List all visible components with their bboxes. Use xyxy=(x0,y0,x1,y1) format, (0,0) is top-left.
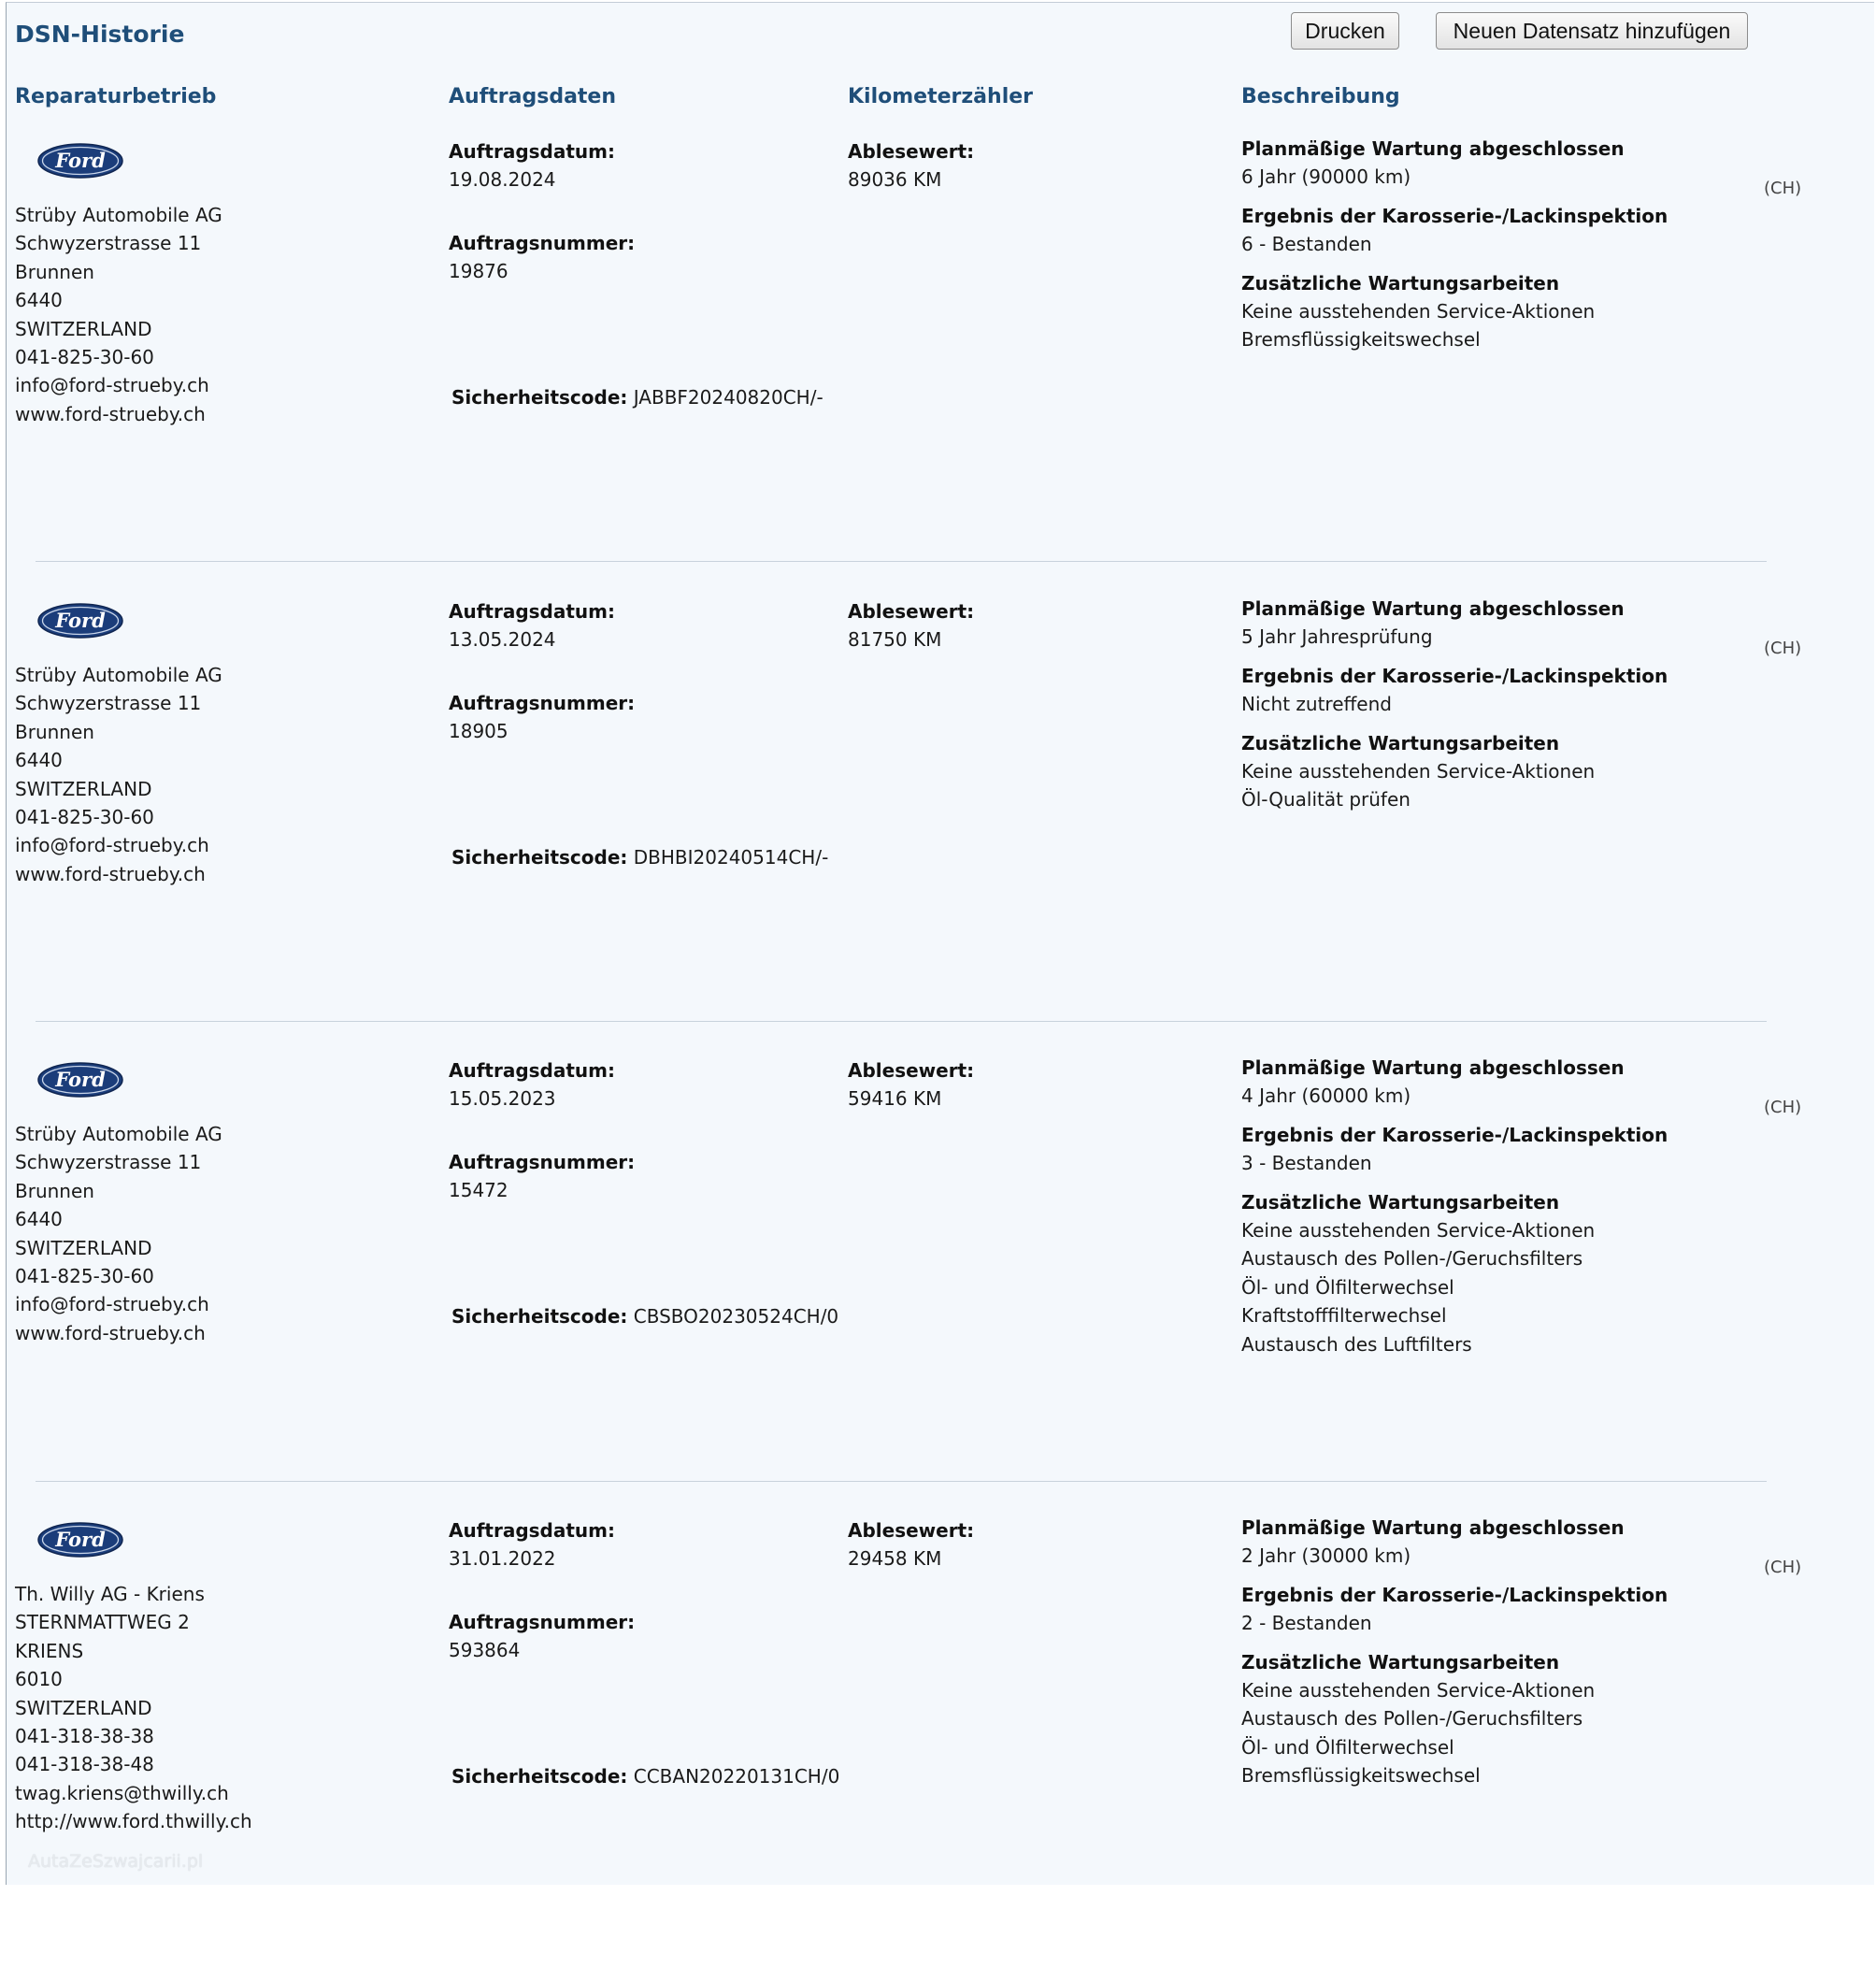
country-code: (CH) xyxy=(1764,639,1802,658)
order-date-value: 13.05.2024 xyxy=(449,628,556,651)
additional-work-item: Öl- und Ölfilterwechsel xyxy=(1241,1275,1454,1299)
security-code xyxy=(451,846,828,869)
history-entry xyxy=(0,1056,1876,1522)
entry-divider xyxy=(36,561,1767,562)
dealer-address-line: Strüby Automobile AG xyxy=(15,1123,222,1145)
entry-divider xyxy=(36,1021,1767,1022)
svg-text:Ford: Ford xyxy=(55,609,106,632)
service-interval: 6 Jahr (90000 km) xyxy=(1241,165,1411,189)
additional-work-item: Austausch des Luftfilters xyxy=(1241,1332,1472,1356)
security-code xyxy=(451,1305,838,1328)
watermark: AutaZeSzwajcarii.pl xyxy=(28,1851,204,1872)
dealer-address-line: STERNMATTWEG 2 xyxy=(15,1611,190,1634)
dealer-address xyxy=(15,661,222,888)
service-interval: 5 Jahr Jahresprüfung xyxy=(1241,625,1433,649)
dealer-address-line: 041-825-30-60 xyxy=(15,1265,154,1288)
dealer-address-line: Schwyzerstrasse 11 xyxy=(15,1151,202,1174)
service-done-heading: Planmäßige Wartung abgeschlossen xyxy=(1241,597,1625,620)
additional-work-item: Keine ausstehenden Service-Aktionen xyxy=(1241,760,1596,783)
body-inspection-heading: Ergebnis der Karosserie-/Lackinspektion xyxy=(1241,664,1668,687)
dealer-address xyxy=(15,201,222,428)
order-number-label: Auftragsnummer: xyxy=(449,1151,636,1173)
reading-label: Ablesewert: xyxy=(848,140,975,163)
order-date-value: 19.08.2024 xyxy=(449,168,556,191)
additional-work-heading: Zusätzliche Wartungsarbeiten xyxy=(1241,731,1560,754)
security-code-label: Sicherheitscode: xyxy=(451,1765,628,1788)
print-button[interactable]: Drucken xyxy=(1291,12,1399,50)
dealer-address-line: info@ford-strueby.ch xyxy=(15,374,209,397)
dealer-address-line: info@ford-strueby.ch xyxy=(15,834,209,857)
reading-value: 81750 KM xyxy=(848,628,942,651)
security-code-label: Sicherheitscode: xyxy=(451,1305,628,1328)
dealer-address-line: 6440 xyxy=(15,749,63,772)
order-number-label: Auftragsnummer: xyxy=(449,692,636,714)
history-entry xyxy=(0,1516,1876,1982)
dealer-address-line: SWITZERLAND xyxy=(15,1236,152,1259)
history-entry xyxy=(0,597,1876,1063)
dealer-address xyxy=(15,1120,222,1347)
entry-divider xyxy=(36,1481,1767,1482)
additional-work-heading: Zusätzliche Wartungsarbeiten xyxy=(1241,1190,1560,1214)
dealer-address-line: SWITZERLAND xyxy=(15,777,152,800)
ford-logo-icon xyxy=(37,1062,123,1098)
security-code-value: DBHBI20240514CH/- xyxy=(633,846,829,869)
svg-text:Ford: Ford xyxy=(55,1068,106,1091)
add-record-button[interactable]: Neuen Datensatz hinzufügen xyxy=(1436,12,1748,50)
column-header-odometer: Kilometerzähler xyxy=(848,85,1033,108)
page-title: DSN-Historie xyxy=(15,21,185,48)
order-number-value: 18905 xyxy=(449,720,508,742)
column-header-workshop: Reparaturbetrieb xyxy=(15,85,217,108)
order-date-value: 15.05.2023 xyxy=(449,1087,556,1110)
dealer-address-line: www.ford-strueby.ch xyxy=(15,402,206,425)
country-code: (CH) xyxy=(1764,1098,1802,1117)
reading-label: Ablesewert: xyxy=(848,1059,975,1082)
dealer-address-line: Schwyzerstrasse 11 xyxy=(15,692,202,715)
ford-logo-icon xyxy=(37,143,123,179)
additional-work-item: Bremsflüssigkeitswechsel xyxy=(1241,328,1481,352)
dealer-address-line: 6440 xyxy=(15,1208,63,1231)
additional-work-item: Kraftstofffilterwechsel xyxy=(1241,1304,1447,1328)
country-code: (CH) xyxy=(1764,179,1802,198)
security-code-label: Sicherheitscode: xyxy=(451,846,628,869)
svg-text:Ford: Ford xyxy=(55,149,106,172)
service-description xyxy=(1241,1514,1765,1790)
dealer-address-line: 6010 xyxy=(15,1668,63,1691)
dealer-address-line: Strüby Automobile AG xyxy=(15,664,222,686)
body-inspection-result: 2 - Bestanden xyxy=(1241,1612,1372,1635)
body-inspection-result: Nicht zutreffend xyxy=(1241,693,1392,716)
service-interval: 4 Jahr (60000 km) xyxy=(1241,1084,1411,1108)
service-done-heading: Planmäßige Wartung abgeschlossen xyxy=(1241,137,1625,160)
reading-value: 89036 KM xyxy=(848,168,942,191)
additional-work-heading: Zusätzliche Wartungsarbeiten xyxy=(1241,271,1560,294)
body-inspection-heading: Ergebnis der Karosserie-/Lackinspektion xyxy=(1241,1123,1668,1146)
additional-work-item: Öl-Qualität prüfen xyxy=(1241,788,1411,811)
dealer-address-line: 041-318-38-48 xyxy=(15,1753,154,1776)
dealer-address-line: Strüby Automobile AG xyxy=(15,204,222,226)
reading-value: 59416 KM xyxy=(848,1087,942,1110)
dealer-address-line: Brunnen xyxy=(15,720,94,743)
dealer-address-line: 041-825-30-60 xyxy=(15,346,154,369)
order-date-value: 31.01.2022 xyxy=(449,1547,556,1570)
additional-work-item: Öl- und Ölfilterwechsel xyxy=(1241,1735,1454,1759)
additional-work-heading: Zusätzliche Wartungsarbeiten xyxy=(1241,1650,1560,1673)
service-description xyxy=(1241,1054,1765,1358)
additional-work-item: Bremsflüssigkeitswechsel xyxy=(1241,1764,1481,1788)
dealer-address-line: Brunnen xyxy=(15,260,94,283)
service-interval: 2 Jahr (30000 km) xyxy=(1241,1544,1411,1568)
reading-label: Ablesewert: xyxy=(848,1519,975,1542)
order-date-label: Auftragsdatum: xyxy=(449,140,616,163)
security-code-value: JABBF20240820CH/- xyxy=(633,386,823,409)
svg-text:Ford: Ford xyxy=(55,1528,106,1551)
body-inspection-result: 6 - Bestanden xyxy=(1241,233,1372,256)
dealer-address-line: Th. Willy AG - Kriens xyxy=(15,1583,205,1605)
body-inspection-heading: Ergebnis der Karosserie-/Lackinspektion xyxy=(1241,1583,1668,1606)
security-code-value: CCBAN20220131CH/0 xyxy=(633,1765,840,1788)
order-number-label: Auftragsnummer: xyxy=(449,1611,636,1633)
dealer-address-line: Brunnen xyxy=(15,1179,94,1202)
service-done-heading: Planmäßige Wartung abgeschlossen xyxy=(1241,1056,1625,1079)
order-date-label: Auftragsdatum: xyxy=(449,600,616,623)
dealer-address-line: twag.kriens@thwilly.ch xyxy=(15,1781,229,1804)
reading-label: Ablesewert: xyxy=(848,600,975,623)
column-header-description: Beschreibung xyxy=(1241,85,1400,108)
order-number-value: 15472 xyxy=(449,1179,508,1201)
dealer-address xyxy=(15,1580,252,1836)
order-date-label: Auftragsdatum: xyxy=(449,1059,616,1082)
order-number-label: Auftragsnummer: xyxy=(449,232,636,254)
dealer-address-line: 041-318-38-38 xyxy=(15,1725,154,1748)
additional-work-item: Keine ausstehenden Service-Aktionen xyxy=(1241,300,1596,323)
security-code xyxy=(451,386,823,409)
dealer-address-line: SWITZERLAND xyxy=(15,1696,152,1719)
order-number-value: 19876 xyxy=(449,260,508,282)
service-done-heading: Planmäßige Wartung abgeschlossen xyxy=(1241,1516,1625,1539)
dealer-address-line: www.ford-strueby.ch xyxy=(15,862,206,885)
service-description xyxy=(1241,595,1765,814)
ford-logo-icon xyxy=(37,1522,123,1558)
dealer-address-line: 041-825-30-60 xyxy=(15,806,154,829)
security-code xyxy=(451,1765,839,1788)
dealer-address-line: KRIENS xyxy=(15,1639,84,1662)
dealer-address-line: SWITZERLAND xyxy=(15,317,152,340)
additional-work-item: Keine ausstehenden Service-Aktionen xyxy=(1241,1679,1596,1702)
service-description xyxy=(1241,135,1765,354)
body-inspection-heading: Ergebnis der Karosserie-/Lackinspektion xyxy=(1241,204,1668,227)
dealer-address-line: www.ford-strueby.ch xyxy=(15,1321,206,1344)
order-number-value: 593864 xyxy=(449,1639,521,1661)
dealer-address-line: Schwyzerstrasse 11 xyxy=(15,232,202,255)
column-header-order-data: Auftragsdaten xyxy=(449,85,617,108)
additional-work-item: Keine ausstehenden Service-Aktionen xyxy=(1241,1219,1596,1242)
order-date-label: Auftragsdatum: xyxy=(449,1519,616,1542)
dealer-address-line: 6440 xyxy=(15,289,63,312)
ford-logo-icon xyxy=(37,603,123,639)
security-code-label: Sicherheitscode: xyxy=(451,386,628,409)
country-code: (CH) xyxy=(1764,1558,1802,1577)
reading-value: 29458 KM xyxy=(848,1547,942,1570)
history-entry xyxy=(0,137,1876,603)
dealer-address-line: info@ford-strueby.ch xyxy=(15,1293,209,1316)
body-inspection-result: 3 - Bestanden xyxy=(1241,1152,1372,1175)
security-code-value: CBSBO20230524CH/0 xyxy=(633,1305,839,1328)
additional-work-item: Austausch des Pollen-/Geruchsfilters xyxy=(1241,1707,1583,1731)
additional-work-item: Austausch des Pollen-/Geruchsfilters xyxy=(1241,1247,1583,1271)
dealer-address-line: http://www.ford.thwilly.ch xyxy=(15,1810,252,1833)
